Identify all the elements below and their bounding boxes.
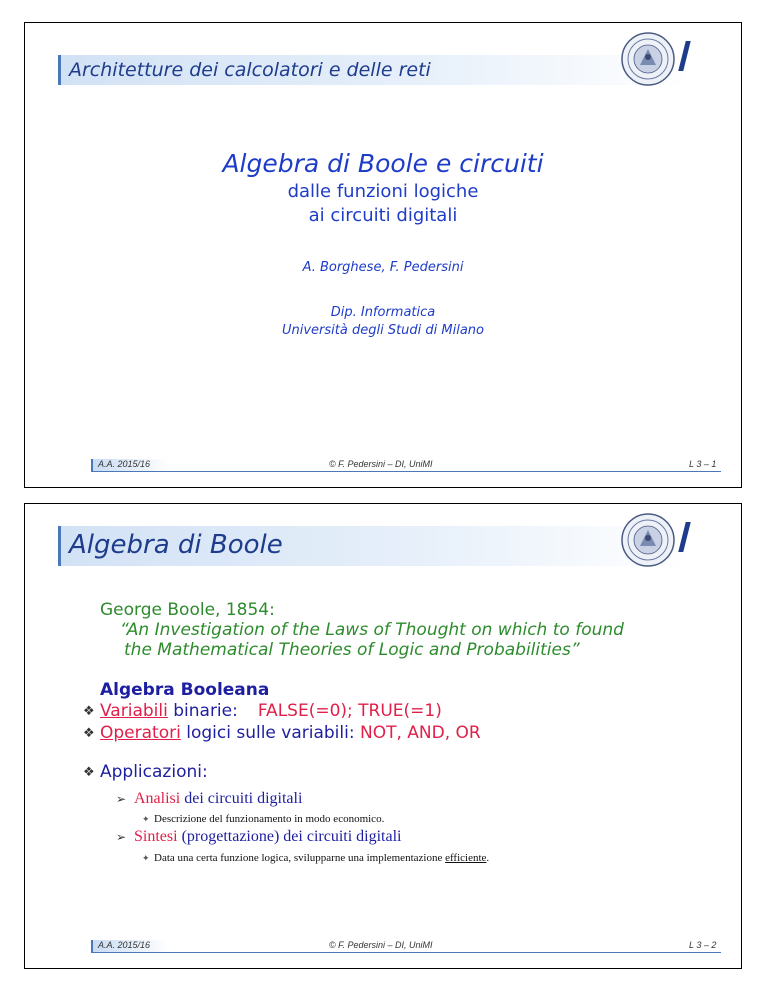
term-operatori: Operatori [100, 723, 181, 743]
footer-line [91, 952, 721, 953]
sub-sintesi-detail: ✦ Data una certa funzione logica, svilupparne una implementazione efficiente. [142, 852, 490, 864]
quote-line-2: the Mathematical Theories of Logic and Probabilities” [124, 640, 580, 660]
bullet-variabili: ❖ Variabili binarie: FALSE(=0); TRUE(=1) [83, 701, 442, 721]
university-seal-icon [620, 31, 676, 87]
footer-line [91, 471, 721, 472]
dot-bullet-icon: ✦ [142, 814, 150, 824]
diamond-bullet-icon: ❖ [83, 703, 95, 719]
footer-copyright: © F. Pedersini – DI, UniMI [329, 940, 433, 950]
page-number: L 3 – 1 [689, 459, 717, 469]
university: Università degli Studi di Milano [281, 323, 485, 338]
diamond-bullet-icon: ❖ [83, 725, 95, 741]
subtitle-line-1: dalle funzioni logiche [287, 181, 479, 202]
slide-title: Algebra di Boole e circuiti [222, 149, 544, 178]
sub-sintesi: ➢ Sintesi (progettazione) dei circuiti digitali [116, 828, 402, 845]
sub-analisi: ➢ Analisi dei circuiti digitali [116, 790, 303, 807]
author-line: George Boole, 1854: [100, 600, 275, 620]
footer-year: A.A. 2015/16 [98, 940, 151, 950]
dot-bullet-icon: ✦ [142, 853, 150, 863]
slide-title: Algebra di Boole [69, 530, 283, 560]
arrow-bullet-icon: ➢ [116, 792, 127, 806]
footer-year: A.A. 2015/16 [98, 459, 151, 469]
university-seal-icon [620, 512, 676, 568]
section-heading: Algebra Booleana [100, 680, 270, 700]
subtitle-line-2: ai circuiti digitali [308, 205, 458, 226]
quote-line-1: “An Investigation of the Laws of Thought on which to found [120, 620, 624, 640]
term-variabili: Variabili [100, 701, 168, 721]
bullet-applicazioni: ❖ Applicazioni: [83, 762, 208, 782]
slide-2 [24, 503, 742, 969]
course-title: Architetture dei calcolatori e delle reti [69, 59, 431, 81]
footer-copyright: © F. Pedersini – DI, UniMI [329, 459, 433, 469]
page-number: L 3 – 2 [689, 940, 717, 950]
diamond-bullet-icon: ❖ [83, 764, 95, 780]
authors: A. Borghese, F. Pedersini [302, 260, 464, 275]
sub-analisi-detail: ✦ Descrizione del funzionamento in modo economico. [142, 813, 385, 825]
slide-1 [24, 22, 742, 488]
bullet-operatori: ❖ Operatori logici sulle variabili: NOT, AND, OR [83, 723, 481, 743]
arrow-bullet-icon: ➢ [116, 830, 127, 844]
department: Dip. Informatica [330, 305, 436, 320]
